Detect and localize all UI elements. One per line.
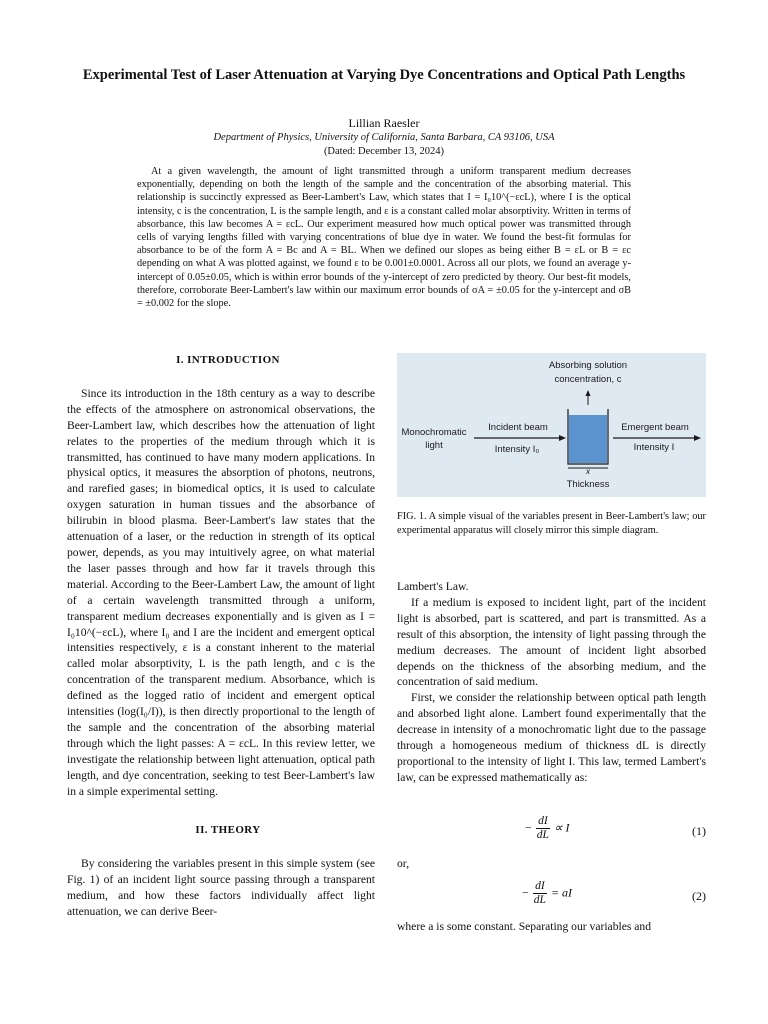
label-incident-beam: Incident beam	[488, 422, 548, 433]
right-column	[397, 579, 706, 786]
label-light: light	[425, 440, 443, 451]
abstract: At a given wavelength, the amount of light transmitted through a uniform transparent medium decreases exponentially, depending on both the length of the sample and the concentration of the absorbing material. This relationship is succinctly expressed as Beer-Lambert's Law, which states that I = I₀10^(−εcL), where I is the optical intensity, c is the concentration, L is the sample length, and ε is a constant called molar absorptivity. Written in terms of absorbance, this law becomes A = εcL. Our experiment measured how much optical power was transmitted through cells of varying lengths filled with varying concentrations of blue dye in water. We found the best-fit formulas for absorbance to be of the form A = Bc and A = BL. When we defined our slopes as being either B = εL or B = εc depending on what A was plotted against, we found ε to be 0.001±0.0001. Across all our plots, we found an average y-intercept of 0.05±0.05, which is within error bounds of the y-intercept of zero predicted by theory. Our best-fit models, therefore, corroborate Beer-Lambert's law within our maximum error bounds of σA = ±0.05 for the y-intercept and σB = ±0.002 for the slope.	[137, 166, 631, 310]
eq1-label: (1)	[692, 824, 706, 838]
or-text: or,	[397, 857, 410, 870]
eq2-label: (2)	[692, 889, 706, 903]
figure-1-diagram	[397, 353, 706, 497]
beer-lambert-diagram	[397, 353, 706, 497]
eq1-numerator: dI	[538, 815, 548, 827]
section-heading-theory: II. THEORY	[195, 824, 261, 837]
right-paragraph-2: First, we consider the relationship between optical path length and absorbed light alone. Lambert found experimentally that the decrease in intensity of a monochromatic light due to the passage through a homogeneous medium of thickness dL is directly proportional to the intensity of light I. This law, termed Lambert's law, can be expressed mathematically as:	[397, 691, 706, 784]
eq1-rhs: ∝ I	[553, 820, 570, 835]
right-paragraph-0: Lambert's Law.	[397, 580, 469, 593]
concentration-arrow-head	[586, 390, 591, 396]
paper-title: Experimental Test of Laser Attenuation at Varying Dye Concentrations and Optical Path Lengths	[82, 67, 686, 83]
theory-paragraph: By considering the variables present in this simple system (see Fig. 1) of an incident light source passing through a transparent medium, and how these factors individually affect light attenuation, we can derive Beer-	[67, 857, 375, 919]
label-monochromatic: Monochromatic	[401, 427, 467, 438]
eq1-fraction	[535, 815, 551, 842]
label-intensity-i0: Intensity I₀	[494, 444, 540, 455]
affiliation: Department of Physics, University of California, Santa Barbara, CA 93106, USA	[213, 132, 555, 143]
or-text-container	[397, 856, 706, 872]
introduction-paragraph: Since its introduction in the 18th century as a way to describe the effects of the atmosphere on astronomical observations, the Beer-Lambert law, which describes how the attenuation of light relates to the properties of the medium through which it is transmitted, has continued to have many modern applications. In physical optics, it measures the absorption of photons, neutrons, and rarefied gases; in biomedical optics, it is used to calculate oxygen saturation in human tissues and the absorbance of bilirubin in blood plasma. Beer-Lambert's law states that the attenuation of a laser, or the reduction in strength of its optical power, depends, as you may intuitively agree, on what material the laser passes through and how far it travels through this material. According to the Beer-Lambert Law, the amount of light of a certain wavelength transmitted through a uniform, transparent medium decreases exponentially and is given as I = I₀10^(−εcL), where I₀ and I are the incident and emergent optical intensities respectively, ε is a constant inherent to the material called molar absorptivity, L is the path length, and c is the concentration of the transparent medium. Absorbance, which is defined as the logged ratio of incident and emergent optical intensities (log(I₀/I)), is then directly proportional to the length of the sample and the concentration of the absorbing material through which the light passes: A = εcL. In this review letter, we investigate the relationship between light attenuation, optical path length, and dye concentration, seeking to test Beer-Lambert's law in a simple experimental setting.	[67, 386, 375, 798]
incident-arrow-head	[559, 435, 566, 441]
eq2-rhs: = aI	[550, 885, 573, 900]
equation-2	[397, 880, 706, 914]
eq2-minus: −	[522, 885, 529, 900]
label-x: x	[585, 466, 591, 476]
section-heading-introduction: I. INTRODUCTION	[176, 354, 280, 366]
figure-1-caption: FIG. 1. A simple visual of the variables present in Beer-Lambert's law; our experimental apparatus will closely mirror this simple diagram.	[397, 511, 706, 536]
cuvette-solution	[569, 415, 607, 463]
right-column-bottom	[397, 919, 706, 935]
author-name: Lillian Raesler	[348, 116, 420, 130]
eq2-numerator: dI	[535, 880, 545, 892]
eq1-denominator: dL	[536, 829, 549, 841]
eq2-fraction	[532, 880, 548, 907]
date-line: (Dated: December 13, 2024)	[323, 146, 445, 157]
label-emergent-beam: Emergent beam	[621, 422, 689, 433]
label-concentration: concentration, c	[554, 374, 622, 385]
eq2-denominator: dL	[533, 894, 546, 906]
emergent-arrow-head	[694, 435, 701, 441]
eq1-minus: −	[525, 820, 532, 835]
right-paragraph-1: If a medium is exposed to incident light, part of the incident light is absorbed, part is scattered, and part is transmitted. As a result of this absorption, the intensity of light passing through the medium decreases. The amount of incident light absorbed depends on the thickness of the absorbing medium, and the concentration of said medium.	[397, 595, 706, 689]
label-absorbing-solution: Absorbing solution	[548, 360, 628, 371]
equation-1	[397, 815, 706, 849]
left-column	[67, 353, 375, 920]
label-intensity-i: Intensity I	[633, 442, 675, 453]
right-paragraph-3: where a is some constant. Separating our variables and	[397, 920, 652, 933]
label-thickness: Thickness	[566, 479, 610, 490]
